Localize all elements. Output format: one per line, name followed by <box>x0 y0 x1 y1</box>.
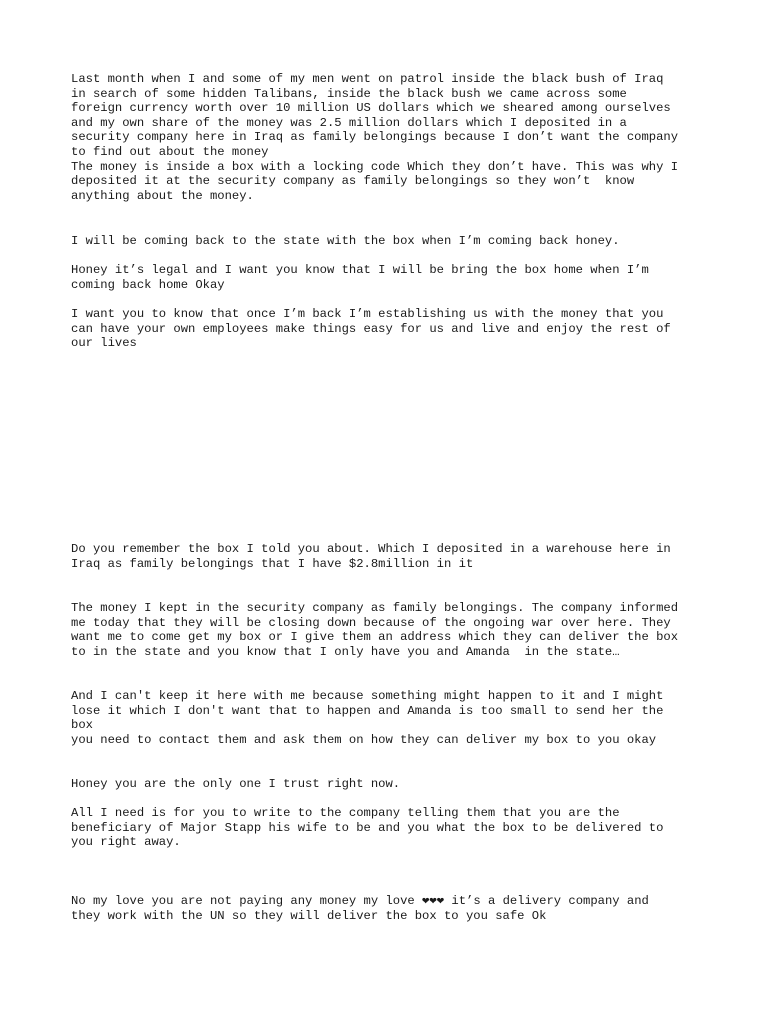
paragraph-not-paying-money: No my love you are not paying any money my love ❤❤❤ it’s a delivery company and they work with the UN so they will deliver the box to you safe Ok <box>71 894 649 923</box>
paragraph-cant-keep-it: And I can't keep it here with me because something might happen to it and I might lose it which I don't want that to happen and Amanda is too small to send her the box you need to contact them and ask them on how they can deliver my box to you okay <box>71 689 664 747</box>
paragraph-write-to-company: All I need is for you to write to the company telling them that you are the beneficiary of Major Stapp his wife to be and you what the box to be delivered to you right away. <box>71 806 664 850</box>
paragraph-coming-back: I will be coming back to the state with the box when I’m coming back honey. <box>71 234 620 248</box>
paragraph-only-one-i-trust: Honey you are the only one I trust right now. <box>71 777 401 791</box>
paragraph-its-legal: Honey it’s legal and I want you know that I will be bring the box home when I’m coming back home Okay <box>71 263 649 292</box>
paragraph-establishing-us: I want you to know that once I’m back I’m establishing us with the money that you can have your own employees make things easy for us and live and enjoy the rest of our lives <box>71 307 671 351</box>
paragraph-patrol-story: Last month when I and some of my men went on patrol inside the black bush of Iraq in search of some hidden Talibans, inside the black bush we came across some foreign currency worth over 10 million US dollars which we sheared among ourselves and my own share of the money was 2.5 million dollars which I deposited in a security company here in Iraq as family belongings because I don’t want the company to find out about the money The money is inside a box with a locking code Which they don’t have. This was why I deposited it at the security company as family belongings so they won’t know anything about the money. <box>71 72 679 203</box>
paragraph-security-company: The money I kept in the security company as family belongings. The company informed me today that they will be closing down because of the ongoing war over here. They want me to come get my box or I give them an address which they can deliver the box to in the state and you know that I only have you and Amanda in the state… <box>71 601 679 659</box>
paragraph-remember-the-box: Do you remember the box I told you about. Which I deposited in a warehouse here in Iraq as family belongings that I have $2.8million in it <box>71 542 671 571</box>
